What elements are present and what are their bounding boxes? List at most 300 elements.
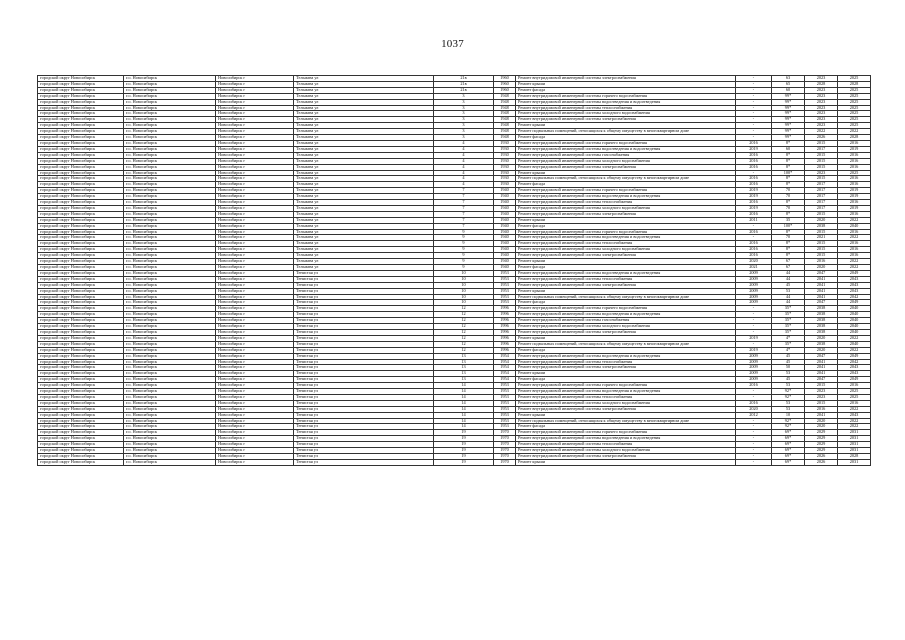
- build-year-cell: 1930: [494, 182, 516, 188]
- municipal-district-cell: г.о. Новосибирск: [124, 259, 216, 265]
- work-type-cell: Ремонт внутридомовой инженерной системы газоснабжения: [516, 318, 736, 324]
- municipal-district-cell: г.о. Новосибирск: [124, 300, 216, 306]
- settlement-cell: Новосибирск г: [216, 442, 294, 448]
- plan-end-year-cell: 2016: [838, 383, 871, 389]
- wear-percent-cell: 10: [772, 412, 805, 418]
- plan-start-year-cell: 2015: [805, 253, 838, 259]
- house-number-cell: 12: [434, 318, 494, 324]
- street-cell: Тенистая ул: [294, 329, 434, 335]
- house-number-cell: 14: [434, 418, 494, 424]
- plan-start-year-cell: 2023: [805, 394, 838, 400]
- build-year-cell: 1930: [494, 140, 516, 146]
- municipal-district-cell: г.о. Новосибирск: [124, 217, 216, 223]
- municipal-okrug-cell: городской округ Новосибирск: [38, 99, 124, 105]
- wear-percent-cell: 63: [772, 76, 805, 82]
- last-repair-year-cell: 2009: [736, 282, 772, 288]
- settlement-cell: Новосибирск г: [216, 371, 294, 377]
- street-cell: Тельмана ул: [294, 140, 434, 146]
- street-cell: Тенистая ул: [294, 270, 434, 276]
- municipal-district-cell: г.о. Новосибирск: [124, 123, 216, 129]
- house-number-cell: 10: [434, 282, 494, 288]
- plan-end-year-cell: 2016: [838, 200, 871, 206]
- plan-start-year-cell: 2047: [805, 353, 838, 359]
- last-repair-year-cell: -: [736, 81, 772, 87]
- municipal-okrug-cell: городской округ Новосибирск: [38, 200, 124, 206]
- work-type-cell: Ремонт подвальных помещений, относящихся к общему имуществу в многоквартирном доме: [516, 294, 736, 300]
- plan-start-year-cell: 2029: [805, 442, 838, 448]
- build-year-cell: 1953: [494, 383, 516, 389]
- plan-end-year-cell: 2019: [838, 194, 871, 200]
- municipal-okrug-cell: городской округ Новосибирск: [38, 247, 124, 253]
- plan-start-year-cell: 2017: [805, 146, 838, 152]
- plan-end-year-cell: 2025: [838, 105, 871, 111]
- wear-percent-cell: 60: [772, 87, 805, 93]
- street-cell: Тельмана ул: [294, 87, 434, 93]
- last-repair-year-cell: -: [736, 324, 772, 330]
- wear-percent-cell: 60: [772, 146, 805, 152]
- house-number-cell: 3: [434, 99, 494, 105]
- plan-end-year-cell: 2040: [838, 318, 871, 324]
- last-repair-year-cell: 2019: [736, 194, 772, 200]
- street-cell: Тельмана ул: [294, 164, 434, 170]
- plan-end-year-cell: 2025: [838, 76, 871, 82]
- house-number-cell: 13: [434, 353, 494, 359]
- build-year-cell: 1996: [494, 318, 516, 324]
- work-type-cell: Ремонт внутридомовой инженерной системы горячего водоснабжения: [516, 430, 736, 436]
- last-repair-year-cell: 2019: [736, 205, 772, 211]
- plan-start-year-cell: 2023: [805, 105, 838, 111]
- settlement-cell: Новосибирск г: [216, 176, 294, 182]
- plan-start-year-cell: 2020: [805, 347, 838, 353]
- build-year-cell: 1954: [494, 377, 516, 383]
- build-year-cell: 1953: [494, 424, 516, 430]
- build-year-cell: 1948: [494, 111, 516, 117]
- plan-start-year-cell: 2029: [805, 430, 838, 436]
- street-cell: Тенистая ул: [294, 359, 434, 365]
- municipal-district-cell: г.о. Новосибирск: [124, 341, 216, 347]
- build-year-cell: 1954: [494, 359, 516, 365]
- build-year-cell: 1996: [494, 341, 516, 347]
- plan-start-year-cell: 2016: [805, 259, 838, 265]
- wear-percent-cell: 8*: [772, 229, 805, 235]
- municipal-okrug-cell: городской округ Новосибирск: [38, 430, 124, 436]
- last-repair-year-cell: 2009: [736, 359, 772, 365]
- work-type-cell: Ремонт внутридомовой инженерной системы водоотведения и водоотведения: [516, 353, 736, 359]
- build-year-cell: 1948: [494, 129, 516, 135]
- settlement-cell: Новосибирск г: [216, 235, 294, 241]
- house-number-cell: 12: [434, 341, 494, 347]
- municipal-okrug-cell: городской округ Новосибирск: [38, 389, 124, 395]
- municipal-okrug-cell: городской округ Новосибирск: [38, 442, 124, 448]
- plan-end-year-cell: 2031: [838, 442, 871, 448]
- build-year-cell: 1940: [494, 188, 516, 194]
- municipal-okrug-cell: городской округ Новосибирск: [38, 383, 124, 389]
- municipal-okrug-cell: городской округ Новосибирск: [38, 394, 124, 400]
- municipal-district-cell: г.о. Новосибирск: [124, 164, 216, 170]
- street-cell: Тельмана ул: [294, 188, 434, 194]
- wear-percent-cell: 69*: [772, 454, 805, 460]
- last-repair-year-cell: -: [736, 424, 772, 430]
- work-type-cell: Ремонт внутридомовой инженерной системы теплоснабжения: [516, 276, 736, 282]
- municipal-district-cell: г.о. Новосибирск: [124, 270, 216, 276]
- plan-start-year-cell: 2017: [805, 188, 838, 194]
- plan-end-year-cell: 2040: [838, 223, 871, 229]
- last-repair-year-cell: -: [736, 329, 772, 335]
- street-cell: Тельмана ул: [294, 99, 434, 105]
- house-number-cell: 12: [434, 347, 494, 353]
- settlement-cell: Новосибирск г: [216, 117, 294, 123]
- settlement-cell: Новосибирск г: [216, 312, 294, 318]
- plan-end-year-cell: 2025: [838, 93, 871, 99]
- municipal-district-cell: г.о. Новосибирск: [124, 318, 216, 324]
- plan-start-year-cell: 2047: [805, 300, 838, 306]
- work-type-cell: Ремонт фасада: [516, 135, 736, 141]
- plan-end-year-cell: 2025: [838, 87, 871, 93]
- last-repair-year-cell: -: [736, 76, 772, 82]
- settlement-cell: Новосибирск г: [216, 448, 294, 454]
- municipal-okrug-cell: городской округ Новосибирск: [38, 111, 124, 117]
- house-number-cell: 19: [434, 430, 494, 436]
- work-type-cell: Ремонт внутридомовой инженерной системы водоотведения и водоотведения: [516, 194, 736, 200]
- municipal-district-cell: г.о. Новосибирск: [124, 312, 216, 318]
- work-type-cell: Ремонт фасада: [516, 424, 736, 430]
- plan-start-year-cell: 2016: [805, 406, 838, 412]
- last-repair-year-cell: -: [736, 436, 772, 442]
- last-repair-year-cell: -: [736, 430, 772, 436]
- plan-end-year-cell: 2016: [838, 211, 871, 217]
- table-row: [38, 459, 871, 465]
- build-year-cell: 1954: [494, 365, 516, 371]
- build-year-cell: 1953: [494, 406, 516, 412]
- municipal-district-cell: г.о. Новосибирск: [124, 205, 216, 211]
- work-type-cell: Ремонт внутридомовой инженерной системы водоотведения и водоотведения: [516, 270, 736, 276]
- municipal-district-cell: г.о. Новосибирск: [124, 247, 216, 253]
- settlement-cell: Новосибирск г: [216, 205, 294, 211]
- municipal-okrug-cell: городской округ Новосибирск: [38, 194, 124, 200]
- last-repair-year-cell: 2016: [736, 247, 772, 253]
- wear-percent-cell: 45: [772, 282, 805, 288]
- build-year-cell: 1930: [494, 176, 516, 182]
- house-number-cell: 7: [434, 188, 494, 194]
- work-type-cell: Ремонт внутридомовой инженерной системы горячего водоснабжения: [516, 306, 736, 312]
- build-year-cell: 1970: [494, 459, 516, 465]
- settlement-cell: Новосибирск г: [216, 300, 294, 306]
- plan-start-year-cell: 2038: [805, 223, 838, 229]
- settlement-cell: Новосибирск г: [216, 424, 294, 430]
- wear-percent-cell: 45: [772, 377, 805, 383]
- last-repair-year-cell: 2019: [736, 188, 772, 194]
- municipal-district-cell: г.о. Новосибирск: [124, 81, 216, 87]
- work-type-cell: Ремонт подвальных помещений, относящихся к общему имуществу в многоквартирном доме: [516, 129, 736, 135]
- settlement-cell: Новосибирск г: [216, 418, 294, 424]
- plan-end-year-cell: 2016: [838, 176, 871, 182]
- municipal-okrug-cell: городской округ Новосибирск: [38, 454, 124, 460]
- last-repair-year-cell: 2016: [736, 200, 772, 206]
- settlement-cell: Новосибирск г: [216, 76, 294, 82]
- plan-start-year-cell: 2041: [805, 294, 838, 300]
- plan-start-year-cell: 2015: [805, 247, 838, 253]
- wear-percent-cell: 8*: [772, 211, 805, 217]
- plan-start-year-cell: 2038: [805, 329, 838, 335]
- work-type-cell: Ремонт крыши: [516, 217, 736, 223]
- municipal-okrug-cell: городской округ Новосибирск: [38, 265, 124, 271]
- work-type-cell: Ремонт внутридомовой инженерной системы электроснабжения: [516, 164, 736, 170]
- last-repair-year-cell: -: [736, 93, 772, 99]
- plan-end-year-cell: 2025: [838, 389, 871, 395]
- municipal-district-cell: г.о. Новосибирск: [124, 329, 216, 335]
- street-cell: Тельмана ул: [294, 152, 434, 158]
- street-cell: Тельмана ул: [294, 265, 434, 271]
- wear-percent-cell: 67: [772, 259, 805, 265]
- plan-end-year-cell: 2016: [838, 152, 871, 158]
- house-number-cell: 7: [434, 211, 494, 217]
- municipal-okrug-cell: городской округ Новосибирск: [38, 270, 124, 276]
- plan-end-year-cell: 2028: [838, 135, 871, 141]
- plan-end-year-cell: 2043: [838, 282, 871, 288]
- wear-percent-cell: 8*: [772, 176, 805, 182]
- municipal-district-cell: г.о. Новосибирск: [124, 188, 216, 194]
- plan-start-year-cell: 2015: [805, 140, 838, 146]
- house-number-cell: 9: [434, 253, 494, 259]
- municipal-district-cell: г.о. Новосибирск: [124, 335, 216, 341]
- work-type-cell: Ремонт фасада: [516, 87, 736, 93]
- wear-percent-cell: 100*: [772, 223, 805, 229]
- plan-start-year-cell: 2015: [805, 211, 838, 217]
- work-type-cell: Ремонт внутридомовой инженерной системы горячего водоснабжения: [516, 93, 736, 99]
- plan-start-year-cell: 2023: [805, 123, 838, 129]
- wear-percent-cell: 99*: [772, 129, 805, 135]
- plan-end-year-cell: 2025: [838, 117, 871, 123]
- work-type-cell: Ремонт внутридомовой инженерной системы электроснабжения: [516, 454, 736, 460]
- wear-percent-cell: 8*: [772, 247, 805, 253]
- last-repair-year-cell: -: [736, 117, 772, 123]
- plan-end-year-cell: 2016: [838, 400, 871, 406]
- municipal-okrug-cell: городской округ Новосибирск: [38, 76, 124, 82]
- municipal-okrug-cell: городской округ Новосибирск: [38, 406, 124, 412]
- wear-percent-cell: 8*: [772, 164, 805, 170]
- plan-start-year-cell: 2023: [805, 87, 838, 93]
- last-repair-year-cell: -: [736, 312, 772, 318]
- plan-start-year-cell: 2015: [805, 176, 838, 182]
- build-year-cell: 1940: [494, 217, 516, 223]
- last-repair-year-cell: 2009: [736, 294, 772, 300]
- wear-percent-cell: 53: [772, 288, 805, 294]
- street-cell: Тенистая ул: [294, 442, 434, 448]
- settlement-cell: Новосибирск г: [216, 146, 294, 152]
- build-year-cell: 1953: [494, 394, 516, 400]
- street-cell: Тельмана ул: [294, 135, 434, 141]
- municipal-district-cell: г.о. Новосибирск: [124, 229, 216, 235]
- settlement-cell: Новосибирск г: [216, 217, 294, 223]
- build-year-cell: 1948: [494, 135, 516, 141]
- last-repair-year-cell: -: [736, 135, 772, 141]
- plan-start-year-cell: 2020: [805, 265, 838, 271]
- street-cell: Тельмана ул: [294, 123, 434, 129]
- municipal-district-cell: г.о. Новосибирск: [124, 87, 216, 93]
- house-number-cell: 3: [434, 111, 494, 117]
- build-year-cell: 1953: [494, 288, 516, 294]
- last-repair-year-cell: 2019: [736, 347, 772, 353]
- wear-percent-cell: 92*: [772, 418, 805, 424]
- build-year-cell: 1948: [494, 93, 516, 99]
- last-repair-year-cell: -: [736, 123, 772, 129]
- build-year-cell: 1940: [494, 229, 516, 235]
- last-repair-year-cell: 2016: [736, 182, 772, 188]
- settlement-cell: Новосибирск г: [216, 329, 294, 335]
- last-repair-year-cell: 2011: [736, 217, 772, 223]
- street-cell: Тельмана ул: [294, 235, 434, 241]
- last-repair-year-cell: -: [736, 223, 772, 229]
- house-number-cell: 12: [434, 335, 494, 341]
- build-year-cell: 1953: [494, 389, 516, 395]
- wear-percent-cell: 99*: [772, 111, 805, 117]
- work-type-cell: Ремонт внутридомовой инженерной системы электроснабжения: [516, 117, 736, 123]
- work-type-cell: Ремонт фасада: [516, 377, 736, 383]
- build-year-cell: 1970: [494, 442, 516, 448]
- street-cell: Тельмана ул: [294, 81, 434, 87]
- plan-end-year-cell: 2049: [838, 300, 871, 306]
- wear-percent-cell: 92*: [772, 394, 805, 400]
- plan-end-year-cell: 2016: [838, 140, 871, 146]
- house-number-cell: 21в: [434, 76, 494, 82]
- work-type-cell: Ремонт внутридомовой инженерной системы горячего водоснабжения: [516, 188, 736, 194]
- build-year-cell: 1954: [494, 371, 516, 377]
- house-number-cell: 7: [434, 194, 494, 200]
- build-year-cell: 1940: [494, 223, 516, 229]
- municipal-okrug-cell: городской округ Новосибирск: [38, 436, 124, 442]
- settlement-cell: Новосибирск г: [216, 359, 294, 365]
- street-cell: Тельмана ул: [294, 117, 434, 123]
- last-repair-year-cell: -: [736, 111, 772, 117]
- settlement-cell: Новосибирск г: [216, 318, 294, 324]
- street-cell: Тельмана ул: [294, 105, 434, 111]
- last-repair-year-cell: 2009: [736, 270, 772, 276]
- last-repair-year-cell: -: [736, 442, 772, 448]
- settlement-cell: Новосибирск г: [216, 211, 294, 217]
- work-type-cell: Ремонт фасада: [516, 223, 736, 229]
- settlement-cell: Новосибирск г: [216, 247, 294, 253]
- house-number-cell: 21в: [434, 81, 494, 87]
- last-repair-year-cell: 2016: [736, 383, 772, 389]
- street-cell: Тельмана ул: [294, 182, 434, 188]
- municipal-okrug-cell: городской округ Новосибирск: [38, 341, 124, 347]
- wear-percent-cell: 53: [772, 371, 805, 377]
- last-repair-year-cell: 2009: [736, 371, 772, 377]
- plan-start-year-cell: 2015: [805, 164, 838, 170]
- work-type-cell: Ремонт внутридомовой инженерной системы электроснабжения: [516, 282, 736, 288]
- settlement-cell: Новосибирск г: [216, 430, 294, 436]
- build-year-cell: 1970: [494, 448, 516, 454]
- build-year-cell: 1996: [494, 324, 516, 330]
- last-repair-year-cell: -: [736, 448, 772, 454]
- plan-end-year-cell: 2016: [838, 247, 871, 253]
- municipal-district-cell: г.о. Новосибирск: [124, 276, 216, 282]
- last-repair-year-cell: -: [736, 394, 772, 400]
- municipal-district-cell: г.о. Новосибирск: [124, 365, 216, 371]
- last-repair-year-cell: 2016: [736, 241, 772, 247]
- plan-start-year-cell: 2038: [805, 312, 838, 318]
- work-type-cell: Ремонт внутридомовой инженерной системы водоотведения и водоотведения: [516, 235, 736, 241]
- house-number-cell: 4: [434, 176, 494, 182]
- house-number-cell: 3: [434, 135, 494, 141]
- house-number-cell: 10: [434, 300, 494, 306]
- house-number-cell: 19: [434, 436, 494, 442]
- street-cell: Тельмана ул: [294, 200, 434, 206]
- work-type-cell: Ремонт внутридомовой инженерной системы водоотведения и водоотведения: [516, 436, 736, 442]
- municipal-district-cell: г.о. Новосибирск: [124, 152, 216, 158]
- wear-percent-cell: 35*: [772, 324, 805, 330]
- municipal-okrug-cell: городской округ Новосибирск: [38, 448, 124, 454]
- municipal-okrug-cell: городской округ Новосибирск: [38, 353, 124, 359]
- settlement-cell: Новосибирск г: [216, 170, 294, 176]
- last-repair-year-cell: -: [736, 87, 772, 93]
- wear-percent-cell: 53: [772, 400, 805, 406]
- house-number-cell: 12: [434, 329, 494, 335]
- municipal-district-cell: г.о. Новосибирск: [124, 117, 216, 123]
- plan-start-year-cell: 2020: [805, 424, 838, 430]
- plan-start-year-cell: 2015: [805, 400, 838, 406]
- plan-end-year-cell: 2022: [838, 406, 871, 412]
- work-type-cell: Ремонт внутридомовой инженерной системы электроснабжения: [516, 329, 736, 335]
- settlement-cell: Новосибирск г: [216, 400, 294, 406]
- plan-start-year-cell: 2023: [805, 76, 838, 82]
- municipal-district-cell: г.о. Новосибирск: [124, 76, 216, 82]
- work-type-cell: Ремонт внутридомовой инженерной системы горячего водоснабжения: [516, 383, 736, 389]
- house-number-cell: 10: [434, 294, 494, 300]
- house-number-cell: 19: [434, 454, 494, 460]
- municipal-district-cell: г.о. Новосибирск: [124, 383, 216, 389]
- municipal-okrug-cell: городской округ Новосибирск: [38, 241, 124, 247]
- build-year-cell: 1953: [494, 276, 516, 282]
- plan-end-year-cell: 2042: [838, 359, 871, 365]
- municipal-district-cell: г.о. Новосибирск: [124, 105, 216, 111]
- municipal-district-cell: г.о. Новосибирск: [124, 347, 216, 353]
- plan-end-year-cell: 2043: [838, 288, 871, 294]
- register-body: [38, 76, 871, 466]
- plan-end-year-cell: 2049: [838, 377, 871, 383]
- municipal-district-cell: г.о. Новосибирск: [124, 359, 216, 365]
- municipal-okrug-cell: городской округ Новосибирск: [38, 294, 124, 300]
- wear-percent-cell: 8*: [772, 152, 805, 158]
- settlement-cell: Новосибирск г: [216, 253, 294, 259]
- plan-start-year-cell: 2015: [805, 383, 838, 389]
- street-cell: Тенистая ул: [294, 418, 434, 424]
- municipal-okrug-cell: городской округ Новосибирск: [38, 424, 124, 430]
- plan-start-year-cell: 2041: [805, 359, 838, 365]
- build-year-cell: 1940: [494, 200, 516, 206]
- municipal-district-cell: г.о. Новосибирск: [124, 93, 216, 99]
- last-repair-year-cell: 2020: [736, 406, 772, 412]
- settlement-cell: Новосибирск г: [216, 335, 294, 341]
- plan-start-year-cell: 2026: [805, 135, 838, 141]
- street-cell: Тельмана ул: [294, 241, 434, 247]
- build-year-cell: 1930: [494, 158, 516, 164]
- build-year-cell: 1940: [494, 247, 516, 253]
- settlement-cell: Новосибирск г: [216, 87, 294, 93]
- municipal-district-cell: г.о. Новосибирск: [124, 377, 216, 383]
- plan-start-year-cell: 2041: [805, 288, 838, 294]
- settlement-cell: Новосибирск г: [216, 454, 294, 460]
- settlement-cell: Новосибирск г: [216, 188, 294, 194]
- settlement-cell: Новосибирск г: [216, 353, 294, 359]
- work-type-cell: Ремонт крыши: [516, 123, 736, 129]
- plan-end-year-cell: 2031: [838, 430, 871, 436]
- plan-start-year-cell: 2023: [805, 117, 838, 123]
- house-number-cell: 14: [434, 383, 494, 389]
- last-repair-year-cell: -: [736, 170, 772, 176]
- plan-start-year-cell: 2041: [805, 282, 838, 288]
- wear-percent-cell: 99*: [772, 93, 805, 99]
